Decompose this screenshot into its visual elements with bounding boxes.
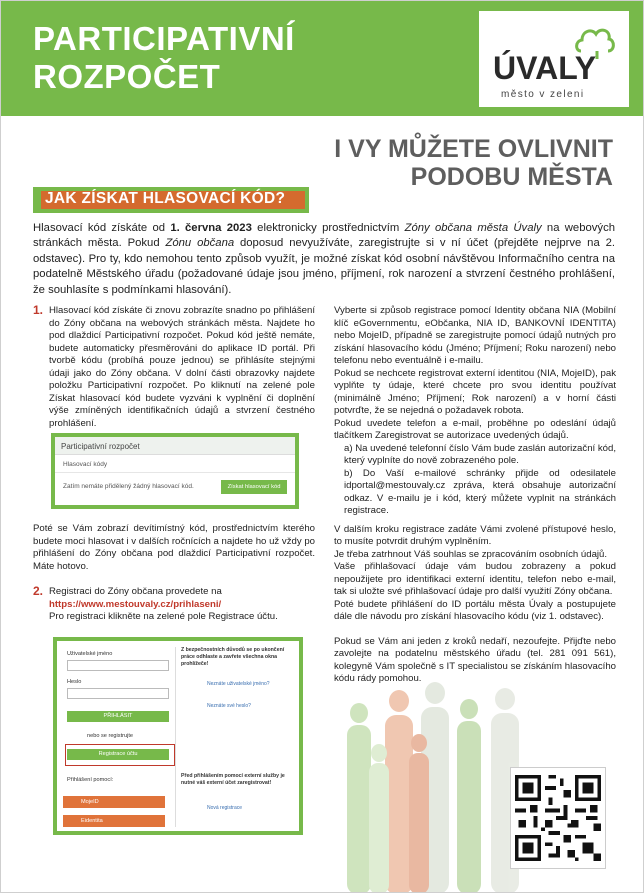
slogan bbox=[334, 135, 613, 191]
section-title: JAK ZÍSKAT HLASOVACÍ KÓD? bbox=[45, 190, 286, 207]
eidentita-button[interactable]: Eidentita bbox=[63, 815, 165, 827]
title-line-1: PARTICIPATIVNÍ bbox=[33, 20, 295, 57]
register-highlight bbox=[65, 744, 175, 766]
panel-header: Participativní rozpočet bbox=[55, 437, 295, 455]
logo-subtitle: město v zeleni bbox=[501, 89, 585, 100]
uvaly-logo bbox=[479, 11, 629, 107]
panel-row-codes: Hlasovací kódy bbox=[55, 455, 295, 473]
register-account-button[interactable]: Registrace účtu bbox=[67, 749, 169, 760]
step-2-number: 2. bbox=[33, 584, 44, 598]
new-registration-link[interactable]: Nová registrace bbox=[207, 805, 243, 811]
step-1-number: 1. bbox=[33, 303, 44, 317]
login-button[interactable]: PŘIHLÁSIT bbox=[67, 711, 169, 722]
get-code-button[interactable]: Získat hlasovací kód bbox=[221, 480, 287, 494]
login-via-label: Přihlášení pomocí: bbox=[67, 777, 114, 783]
username-label: Uživatelské jméno bbox=[67, 651, 113, 657]
section-heading bbox=[33, 187, 309, 213]
right-column: Vyberte si způsob registrace pomocí Identity občana NIA (Mobilní klíč eGovernmentu, eObčanka, NIA ID, BANKOVNÍ IDENTITA) nebo MojeID, případně se zaregistrujte pomocí údajů nutných pro získání hlasovacího kódu (Jméno; Příjmení; Roku narození) nebo telefonu nebo eventuálně i e-mailu. Pokud se nechcete registrovat externí identitou (NIA, MojeID), pak vyplňte ty údaje, které chcete pro svou identitu používat (minimálně Jméno; Příjmení; Rok narození) a v horní části potvrďte, že se nejedná o požadavek robota. Pokud uvedete telefon a e-mail, proběhne po odeslání údajů tlačítkem Zaregistrovat se autorizace uvedených údajů. a) Na uvedené telefonní číslo Vám bude zaslán autorizační kód, který vyplníte do nově zobrazeného pole. b) Do Vaší e-mailové schránky přijde od odesilatele idportal@mestouvaly.cz zpráva, která obsahuje autorizační odkaz. V e-mailu je i kód, který můžete vyplnit na stránkách registrace. V dalším kroku registrace zadáte Vámi zvolené přístupové heslo, to musíte potvrdit druhým vyplněním. Je třeba zatrhnout Váš souhlas se zpracováním osobních údajů. Vaše přihlašovací údaje vám budou zobrazeny a pokud nepoužijete pro identifikaci externí identitu, telefon nebo e-mail, tak si uložte své přihlašovací údaje pro další využití Zóny občana. Poté budete přihlášení do ID portálu města Úvaly a postupujete dále dle návodu pro získání hlasovacího kódu (viz 1. odstavec). Pokud se Vám ani jeden z kroků nedaří, nezoufejte. Přijďte nebo zavolejte na podatelnu městského úřadu (tel. 281 091 561), kolegyně Vám společně s IT specialistou se získáním hlasovacího kódu rády pomohou. bbox=[334, 305, 616, 684]
registration-link[interactable]: https://www.mestouvaly.cz/prihlaseni/ bbox=[49, 598, 222, 610]
forgot-username-link[interactable]: Neznáte uživatelské jméno? bbox=[207, 681, 270, 687]
step-2-text: Registraci do Zóny občana provedete na https://www.mestouvaly.cz/prihlaseni/ Pro registraci klikněte na zelené pole Registrace účtu. bbox=[49, 586, 315, 624]
title-line-2: ROZPOČET bbox=[33, 58, 221, 95]
slogan-line-2: PODOBU MĚSTA bbox=[410, 163, 613, 191]
panel-row-empty bbox=[55, 473, 295, 501]
security-note: Z bezpečnostních důvodů se po ukončení práce odhlaste a zavřete všechna okna prohlížeče! bbox=[181, 647, 285, 667]
no-code-text: Zatím nemáte přidělený žádný hlasovací kód. bbox=[63, 483, 194, 490]
poster-title bbox=[33, 20, 295, 96]
forgot-password-link[interactable]: Neznáte své heslo? bbox=[207, 703, 251, 709]
step-1-after: Poté se Vám zobrazí devítimístný kód, prostřednictvím kterého budete moci hlasovat i v dalších ročnících a najdete ho už vždy po přihlášení do Zóny občana pod dlaždicí Participativní rozpočet. Máte hotovo. bbox=[33, 523, 315, 572]
login-panel bbox=[53, 637, 303, 835]
participativni-rozpocet-panel bbox=[51, 433, 299, 509]
password-input[interactable] bbox=[67, 688, 169, 699]
intro-paragraph: Hlasovací kód získáte od 1. června 2023 elektronicky prostřednictvím Zóny občana města Úvaly na webových stránkách města. Pokud Zónu občana doposud nevyužíváte, zaregistrujte si v ní účet (přejděte nejprve na 2. odstavec). Pro ty, kdo nemohou tento způsob využít, je možné získat kód osobní návštěvou Informačního centra na podatelně Městského úřadu (požadované údaje jsou jméno, příjmení, rok narození a stvrzení čestného prohlášení, že souhlasíte s podmínkami hlasování). bbox=[33, 222, 616, 296]
qr-code[interactable] bbox=[510, 767, 606, 869]
or-register-text: nebo se registrujte bbox=[87, 733, 134, 739]
header-banner bbox=[1, 1, 644, 116]
logo-name: ÚVALY bbox=[493, 50, 597, 86]
password-label: Heslo bbox=[67, 679, 82, 685]
mojeid-button[interactable]: MojeID bbox=[63, 796, 165, 808]
username-input[interactable] bbox=[67, 660, 169, 671]
step-1-text: Hlasovací kód získáte či znovu zobrazíte snadno po přihlášení do Zóny občana na webových stránkách města. Najdete ho pod dlaždicí Participativní rozpočet. Pokud kód ještě nemáte, budete automaticky přesměrováni do aplikace ID portál. Při tvorbě kódu (probíhá pouze jednou) se přihlásíte stejnými údaji jako do Zóny občana. V dolní části obrazovky najdete položku Participativní rozpočet. Po kliknutí na zelené pole Získat hlasovací kód budete vyzváni k vyplnění či doplnění výše zmíněných identifikačních údajů a stvrzení čestného prohlášení. bbox=[49, 305, 315, 429]
external-service-note: Před přihlášením pomocí externí služby je nutné váš externí účet zaregistrovat! bbox=[181, 773, 285, 786]
slogan-line-1: I VY MŮŽETE OVLIVNIT bbox=[334, 135, 613, 163]
